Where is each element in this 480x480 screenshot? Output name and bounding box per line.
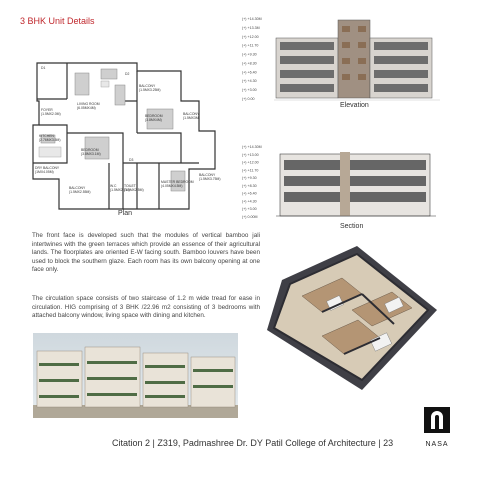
master-bedroom-label: MASTER BEDROOM (4.05MX4.5M): [161, 180, 194, 188]
logo-text: NASA: [425, 441, 449, 448]
level-label: (+) +12.00: [242, 160, 259, 165]
balcony-1-label: BALCONY (1.5MX3.25M): [139, 84, 161, 92]
level-label: (+) +9.30: [242, 52, 257, 57]
section-caption: Section: [340, 223, 364, 230]
door-label-d3: D3: [129, 158, 134, 162]
level-label: (+) +14.30M: [242, 17, 262, 21]
door-label-d1: D1: [41, 66, 46, 70]
elevation-caption: Elevation: [340, 102, 369, 109]
balcony-2-label: BALCONY (1.5MX3M): [183, 112, 200, 120]
isometric-unit-view: [262, 240, 442, 402]
level-label: (+) +11.70: [242, 168, 259, 173]
section-drawing: [240, 140, 468, 222]
kitchen-label: KITCHEN (2.76MX3.5M): [39, 134, 61, 142]
balcony-3-label: BALCONY (1.5MX2.55M): [69, 186, 91, 194]
footer-citation: Citation 2 | Z319, Padmashree Dr. DY Patil College of Architecture | 23: [112, 438, 394, 448]
level-label: (+) +14.30M: [242, 145, 262, 149]
level-label: (+) +3.00: [242, 207, 257, 212]
dry-balcony-label: DRY BALCONY (1MX4.05M): [35, 166, 60, 174]
level-label: (+) +8.30: [242, 61, 257, 66]
bedroom-2-label: BEDROOM (3.8MX3.1M): [81, 148, 101, 156]
nasa-logo: [422, 405, 452, 448]
nasa-logo-icon: [422, 405, 452, 435]
level-label: (+) +4.30: [242, 199, 257, 204]
level-label: (+) +8.30: [242, 183, 257, 188]
level-label: (+) +11.70: [242, 43, 259, 48]
elevation-drawing: [240, 12, 468, 112]
bedroom-1-label: BEDROOM (3.8MX4M): [145, 114, 163, 122]
plan-caption: Plan: [118, 210, 133, 217]
level-label: (+) +12.00: [242, 34, 259, 39]
page-title: 3 BHK Unit Details: [20, 16, 95, 26]
level-label: (+) +9.30: [242, 176, 257, 181]
level-label: (+) +13.00: [242, 152, 259, 157]
level-label: (+) +6.40: [242, 70, 257, 75]
foyer-label: FOYER (1.5MX2.0M): [41, 108, 61, 116]
level-label: (+) +6.40: [242, 191, 257, 196]
door-label-d2: D2: [125, 72, 130, 76]
level-label: (+) 0.00: [242, 97, 255, 101]
level-label: (+) +4.30: [242, 79, 257, 84]
toilet-label: TOILET (1.5MX2.5M): [124, 184, 144, 192]
level-label: (+) 0.00M: [242, 215, 258, 219]
balcony-4-label: BALCONY (1.5MX3.75M): [199, 173, 221, 181]
level-label: (+) +3.00: [242, 88, 257, 93]
building-render: [33, 333, 238, 418]
description-paragraph-2: The circulation space consists of two staircase of 1.2 m wide tread for ease in circulation. HIG comprising of 3 BHK /22.96 m2 consisting of 3 bedrooms with attached balcony window, living space with dining and kitchen.: [32, 295, 260, 319]
wc-label: W.C (1.5MX2.7M): [110, 184, 130, 192]
living-room-label: LIVING ROOM (6.05MX4M): [77, 102, 100, 110]
floor-plan: [18, 40, 232, 212]
level-label: (+) +13.3M: [242, 25, 260, 30]
description-paragraph-1: The front face is developed such that the modules of vertical bamboo jali intertwines with the green terraces which provide an essence of their agricultural lands. The floorplates are oriented E-W facing south. Bamboo louvers have been used to block the southern glaze. Each room has its own balcony opening at one face only.: [32, 232, 260, 273]
